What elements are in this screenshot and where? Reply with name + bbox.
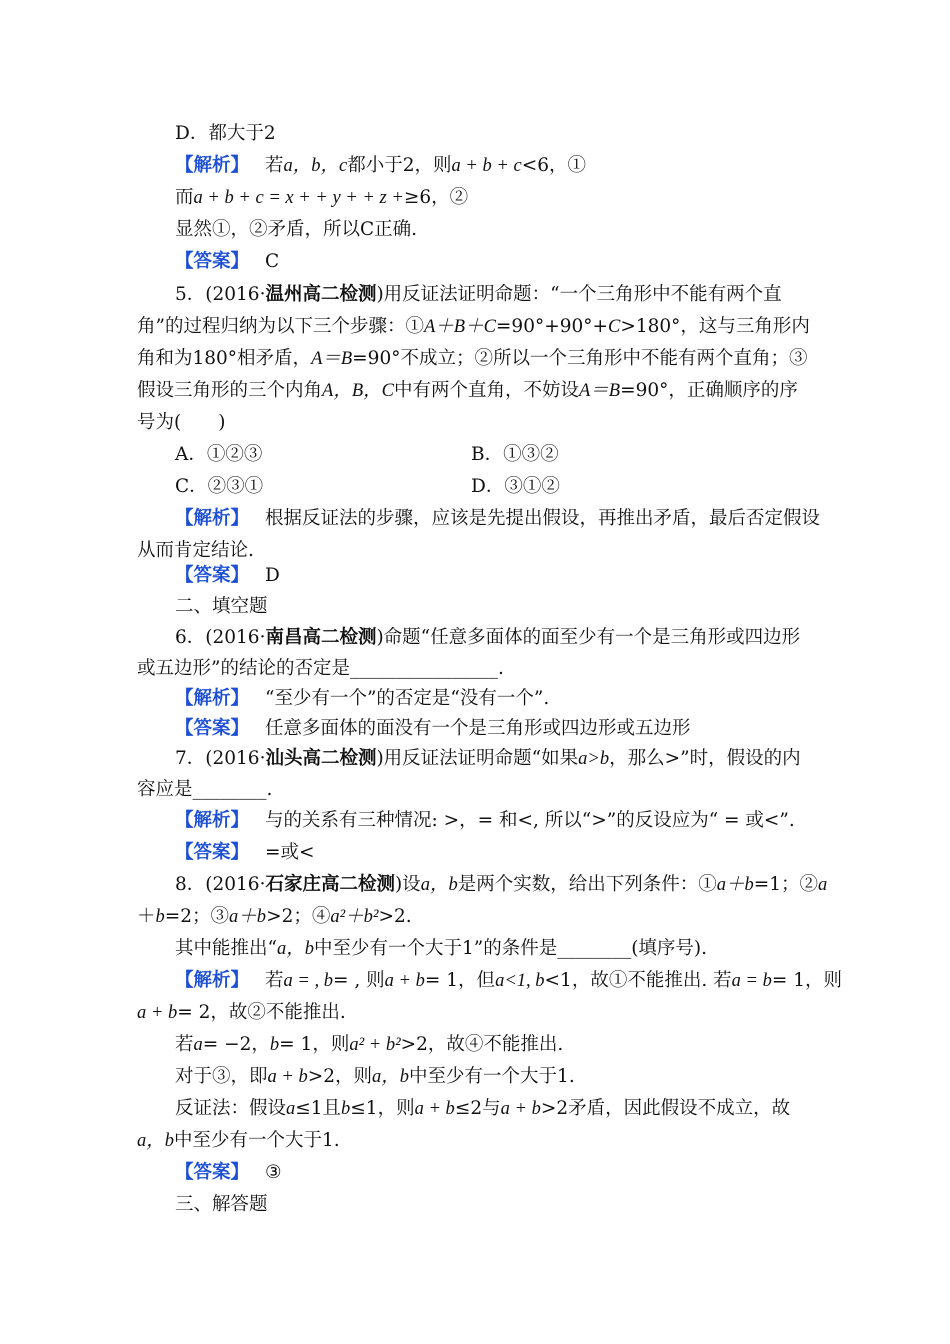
q8-analysis-line-6: a，b中至少有一个大于1. [137,1130,340,1151]
q8-source: 石家庄高二检测 [265,874,395,895]
q4-answer: 【答案】 C [175,251,280,272]
q7-analysis: 【解析】 与的关系有三种情况: >，= 和<, 所以“>”的反设应为“ = 或<”. [175,810,795,831]
q5-option-d: D．③①② [471,476,560,497]
section-3-heading: 三、解答题 [175,1194,268,1215]
q7-source: 汕头高二检测 [265,748,377,769]
q4-analysis-line-2: 而a + b + c = x + + y + + z +≥6，② [175,187,469,208]
q6-analysis: 【解析】 “至少有一个”的否定是“没有一个”. [175,688,550,709]
analysis-tag: 【解析】 [175,155,250,176]
analysis-tag: 【解析】 [175,688,250,709]
q5-option-c: C．②③① [175,476,264,497]
q5-analysis-line-1: 【解析】 根据反证法的步骤，应该是先提出假设，再推出矛盾，最后否定假设 [175,508,821,529]
q5-stem-line-5: 号为( ) [137,412,226,433]
answer-tag: 【答案】 [175,1162,250,1183]
q5-analysis-line-2: 从而肯定结论. [137,540,254,561]
q5-source: 温州高二检测 [265,284,377,305]
q5-answer: 【答案】 D [175,565,280,586]
q8-analysis-line-3: 若a= −2，b= 1，则a² + b²>2，故④不能推出. [175,1034,564,1055]
q5-stem-line-3: 角和为180°相矛盾，A＝B=90°不成立；②所以一个三角形中不能有两个直角；③ [137,348,808,369]
q6-answer: 【答案】 任意多面体的面没有一个是三角形或四边形或五边形 [175,718,691,739]
answer-tag: 【答案】 [175,565,250,586]
q8-analysis-line-1: 【解析】 若a = , b= , 则a + b= 1，但a<1, b<1，故①不能推出. 若a = b= 1，则 [175,970,842,991]
q4-analysis-line-1: 【解析】 若a，b，c都小于2，则a + b + c<6，① [175,155,586,176]
q6-stem-line-2: 或五边形”的结论的否定是________________. [137,658,504,679]
q7-answer: 【答案】 =或< [175,842,315,863]
section-2-heading: 二、填空题 [175,596,268,617]
answer-tag: 【答案】 [175,718,250,739]
q7-stem-line-2: 容应是________. [137,779,273,800]
analysis-tag: 【解析】 [175,810,250,831]
q5-stem-line-4: 假设三角形的三个内角A，B，C中有两个直角，不妨设A＝B=90°，正确顺序的序 [137,380,798,401]
q6-source: 南昌高二检测 [265,627,377,648]
q8-stem-line-2: ＋b=2；③a＋b>2；④a²＋b²>2. [137,906,412,927]
answer-tag: 【答案】 [175,251,250,272]
q8-answer: 【答案】 ③ [175,1162,282,1183]
q8-stem-line-1: 8．(2016·石家庄高二检测)设a，b是两个实数，给出下列条件：①a＋b=1；②a [175,874,828,895]
q5-option-b: B．①③② [471,444,559,465]
q4-option-d: D．都大于2 [175,123,276,144]
q5-stem-line-2: 角”的过程归纳为以下三个步骤：①A＋B＋C=90°+90°+C>180°，这与三角形内 [137,316,810,337]
analysis-tag: 【解析】 [175,970,250,991]
q6-stem-line-1: 6．(2016·南昌高二检测)命题“任意多面体的面至少有一个是三角形或四边形 [175,627,801,648]
q5-stem-line-1: 5．(2016·温州高二检测)用反证法证明命题：“一个三角形中不能有两个直 [175,284,782,305]
analysis-tag: 【解析】 [175,508,250,529]
q8-analysis-line-4: 对于③，即a + b>2，则a，b中至少有一个大于1. [175,1066,575,1087]
q7-stem-line-1: 7．(2016·汕头高二检测)用反证法证明命题“如果a>b，那么>”时，假设的内 [175,748,801,769]
q5-option-a: A．①②③ [175,444,263,465]
answer-tag: 【答案】 [175,842,250,863]
q8-analysis-line-5: 反证法：假设a≤1且b≤1，则a + b≤2与a + b>2矛盾，因此假设不成立，故 [175,1098,791,1119]
q8-analysis-line-2: a + b= 2，故②不能推出. [137,1002,346,1023]
q4-analysis-line-3: 显然①，②矛盾，所以C正确. [175,219,418,240]
q8-stem-line-3: 其中能推出“a，b中至少有一个大于1”的条件是________(填序号). [175,938,708,959]
